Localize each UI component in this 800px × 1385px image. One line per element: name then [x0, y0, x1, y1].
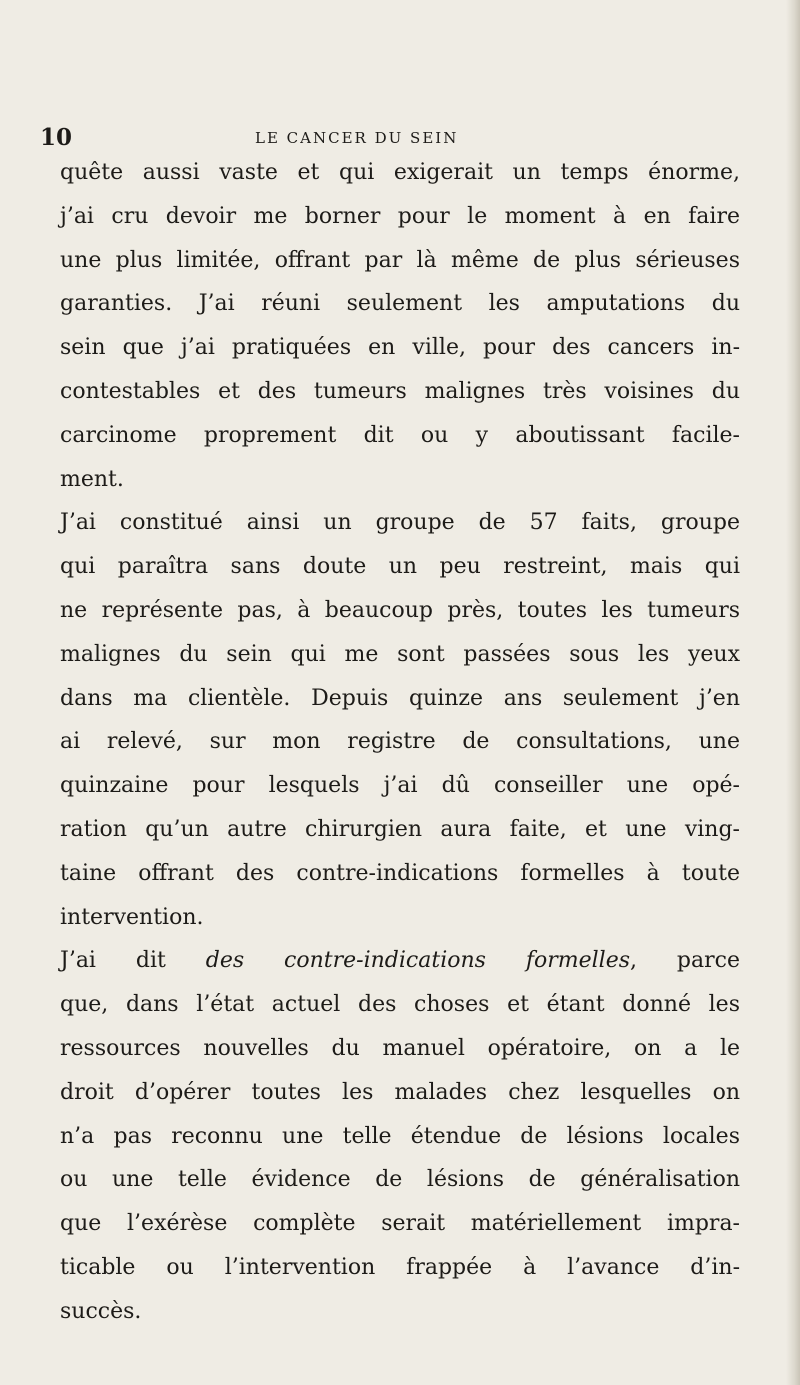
page-edge-shadow: [786, 0, 800, 1385]
body-text: [60, 151, 740, 1334]
text-line: taine offrant des contre-indications formelles à toute: [60, 860, 740, 886]
text-line: carcinome proprement dit ou y aboutissant facile-: [60, 422, 740, 448]
text-span: J’ai dit: [60, 948, 206, 974]
text-line-italic: [60, 939, 740, 983]
text-line: que l’exérèse complète serait matériellement impra-: [60, 1211, 740, 1237]
text-line: ou une telle évidence de lésions de généralisation: [60, 1167, 740, 1193]
text-line: une plus limitée, offrant par là même de plus sérieuses: [60, 247, 740, 273]
text-line: quête aussi vaste et qui exigerait un temps énorme,: [60, 160, 740, 185]
running-title: LE CANCER DU SEIN: [255, 129, 459, 147]
text-line: J’ai constitué ainsi un groupe de 57 faits, groupe: [60, 510, 740, 536]
text-line: contestables et des tumeurs malignes très voisines du: [60, 378, 740, 404]
text-line: intervention.: [60, 904, 204, 930]
text-line: j’ai cru devoir me borner pour le moment à en faire: [60, 203, 740, 229]
text-line: qui paraîtra sans doute un peu restreint, mais qui: [60, 554, 740, 580]
text-line: succès.: [60, 1298, 142, 1324]
text-line: sein que j’ai pratiquées en ville, pour des cancers in-: [60, 335, 740, 361]
text-line: que, dans l’état actuel des choses et étant donné les: [60, 992, 740, 1018]
text-line: garanties. J’ai réuni seulement les amputations du: [60, 291, 740, 317]
page-number: 10: [40, 124, 73, 151]
text-line: droit d’opérer toutes les malades chez lesquelles on: [60, 1079, 740, 1105]
text-line: ment.: [60, 466, 124, 492]
text-line: dans ma clientèle. Depuis quinze ans seulement j’en: [60, 685, 740, 711]
text-line: ration qu’un autre chirurgien aura faite, et une ving-: [60, 816, 740, 842]
running-header: [40, 126, 760, 150]
text-line: ticable ou l’intervention frappée à l’avance d’in-: [60, 1254, 740, 1280]
italic-phrase: des contre-indications formelles: [205, 948, 631, 974]
text-line: malignes du sein qui me sont passées sous les yeux: [60, 641, 740, 667]
text-line: ai relevé, sur mon registre de consultations, une: [60, 729, 740, 755]
text-line: ne représente pas, à beaucoup près, toutes les tumeurs: [60, 597, 740, 623]
text-line: ressources nouvelles du manuel opératoire, on a le: [60, 1035, 740, 1061]
text-line: n’a pas reconnu une telle étendue de lésions locales: [60, 1123, 740, 1149]
text-span: , parce: [630, 948, 740, 974]
text-line: quinzaine pour lesquels j’ai dû conseiller une opé-: [60, 773, 740, 799]
